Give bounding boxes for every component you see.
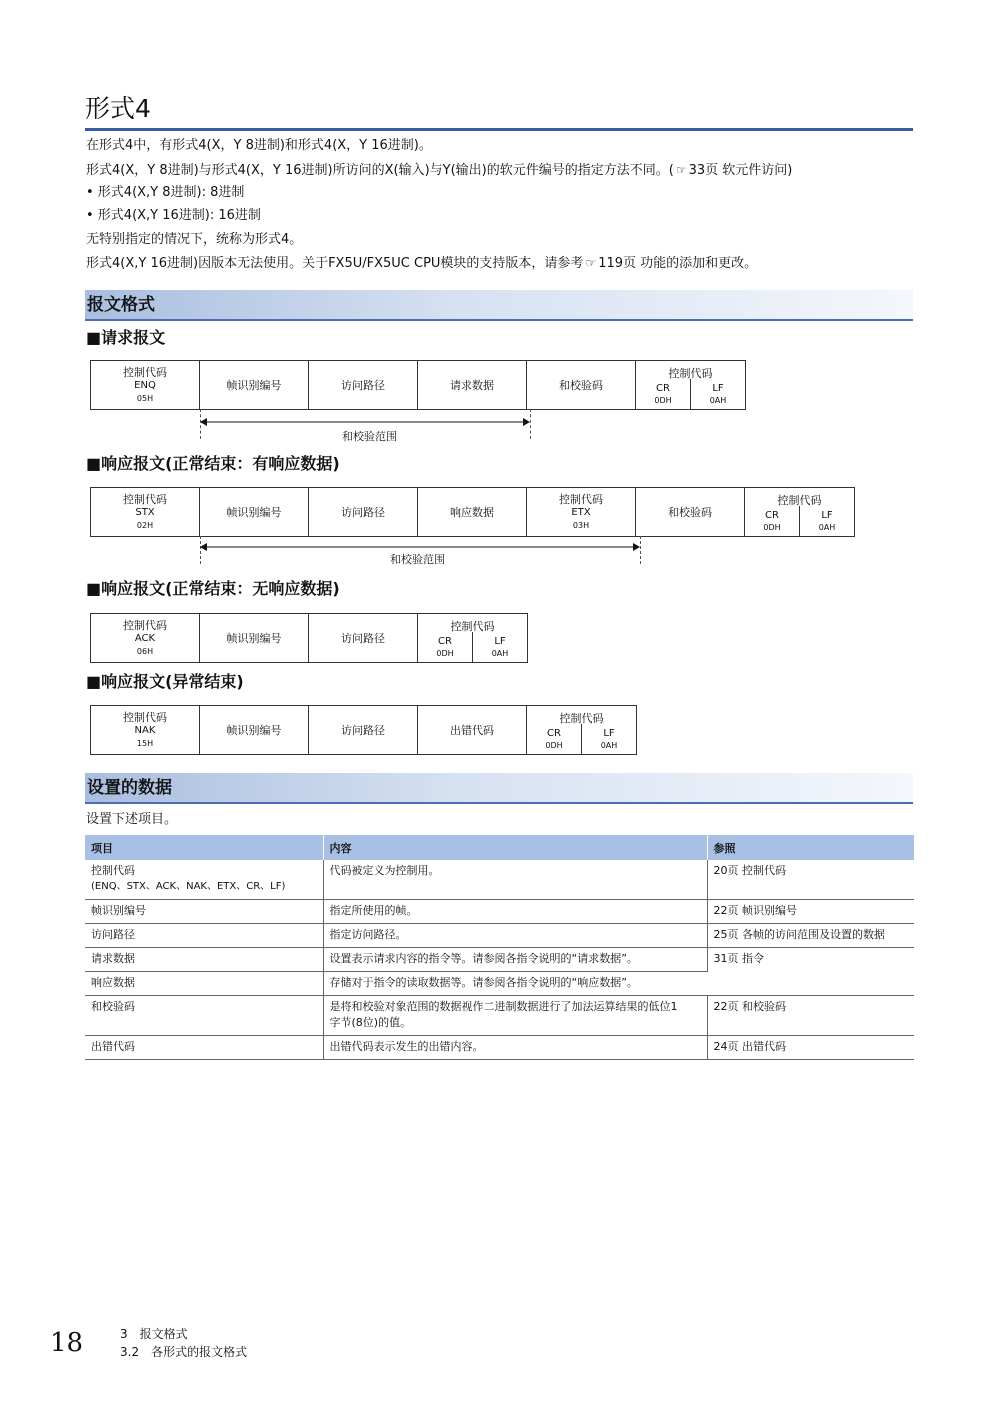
row-ref[interactable]: 24页 出错代码	[707, 1036, 914, 1060]
response-normal-nodata-heading: ■响应报文(正常结束：无响应数据)	[86, 579, 340, 598]
content-line-1: 是将和校验对象范围的数据视作二进制数据进行了加法运算结果的低位1	[329, 1000, 678, 1013]
lf-code: 0AH	[600, 741, 618, 750]
cr-code: 0DH	[763, 523, 781, 532]
pointing-hand-icon: ☞	[585, 256, 597, 270]
intro-line-3: 无特别指定的情况下，统称为形式4。	[86, 232, 303, 247]
row-item: 和校验码	[85, 996, 323, 1036]
response-error-heading: ■响应报文(异常结束)	[86, 672, 244, 691]
resp-ctrl-ack	[91, 614, 200, 662]
resp-end-ctrl	[527, 706, 636, 754]
resp-access-route: 访问路径	[309, 706, 418, 754]
ctrl-label: 控制代码	[123, 710, 167, 724]
row-item: 帧识别编号	[85, 900, 323, 924]
request-frame	[90, 360, 746, 410]
end-ctrl-label: 控制代码	[450, 620, 495, 633]
request-heading: ■请求报文	[86, 328, 166, 347]
row-ref[interactable]: 20页 控制代码	[707, 860, 914, 900]
request-access-route: 访问路径	[309, 361, 418, 409]
resp-access-route: 访问路径	[309, 488, 418, 536]
cr-label: CR	[656, 383, 670, 394]
lf-code: 0AH	[709, 396, 727, 405]
table-row	[85, 996, 914, 1036]
row-content: 存储对于指令的读取数据等。请参阅各指令说明的“响应数据”。	[323, 972, 707, 996]
end-ctrl-label: 控制代码	[777, 494, 822, 507]
row-ref[interactable]: 22页 帧识别编号	[707, 900, 914, 924]
row-content: 指定访问路径。	[323, 924, 707, 948]
checksum-range-label: 和校验范围	[342, 430, 397, 443]
resp-access-route: 访问路径	[309, 614, 418, 662]
nak-code: 15H	[136, 738, 154, 748]
setting-intro: 设置下述项目。	[86, 812, 178, 827]
resp-ctrl-stx	[91, 488, 200, 536]
checksum-range-label: 和校验范围	[390, 553, 445, 566]
lf-label: LF	[603, 728, 615, 739]
cr-code: 0DH	[436, 649, 454, 658]
intro-line-2-text: 形式4(X，Y 8进制)与形式4(X，Y 16进制)所访问的X(输入)与Y(输出)的软元件编号的指定方法不同。(	[86, 163, 674, 178]
table-row	[85, 924, 914, 948]
ack-label: ACK	[134, 632, 156, 644]
row-ref[interactable]: 25页 各帧的访问范围及设置的数据	[707, 924, 914, 948]
header-item: 项目	[85, 835, 323, 860]
table-header-row	[85, 835, 914, 860]
end-ctrl-label: 控制代码	[668, 367, 713, 380]
row-item: 响应数据	[85, 972, 323, 996]
ctrl-label: 控制代码	[123, 365, 167, 379]
page-number: 18	[50, 1328, 84, 1358]
row-item: 请求数据	[85, 948, 323, 972]
table-row	[85, 900, 914, 924]
intro-line-2	[86, 161, 792, 180]
table-row	[85, 860, 914, 900]
lf-code: 0AH	[491, 649, 509, 658]
resp-end-ctrl	[418, 614, 527, 662]
response-normal-data-heading: ■响应报文(正常结束：有响应数据)	[86, 454, 340, 473]
row-item	[85, 860, 323, 900]
stx-code: 02H	[136, 520, 154, 530]
row-content	[323, 996, 707, 1036]
intro-line-2-ref[interactable]: 33页 软元件访问)	[688, 163, 793, 178]
request-data: 请求数据	[418, 361, 527, 409]
ctrl-label: 控制代码	[559, 492, 603, 506]
cr-code: 0DH	[545, 741, 563, 750]
end-ctrl-label: 控制代码	[559, 712, 604, 725]
table-row	[85, 948, 914, 972]
intro-line-4-ref[interactable]: 119页 功能的添加和更改。	[598, 256, 758, 271]
resp-ctrl-nak	[91, 706, 200, 754]
bullet-hex: • 形式4(X,Y 16进制): 16进制	[86, 208, 261, 223]
item-sub-label: (ENQ、STX、ACK、NAK、ETX、CR、LF)	[91, 881, 286, 892]
pointing-hand-icon: ☞	[675, 163, 687, 177]
response-error-frame	[90, 705, 637, 755]
cr-code: 0DH	[654, 396, 672, 405]
row-item: 访问路径	[85, 924, 323, 948]
lf-label: LF	[821, 510, 833, 521]
resp-error-code: 出错代码	[418, 706, 527, 754]
checksum-range-arrow	[198, 415, 534, 429]
setting-table	[85, 835, 914, 1060]
resp-frame-id: 帧识别编号	[200, 614, 309, 662]
intro-line-4	[86, 254, 757, 273]
row-content: 设置表示请求内容的指令等。请参阅各指令说明的“请求数据”。	[323, 948, 707, 972]
row-ref[interactable]: 22页 和校验码	[707, 996, 914, 1036]
page-title: 形式4	[85, 92, 913, 131]
footer-chapter: 3 报文格式	[120, 1327, 188, 1341]
header-ref: 参照	[707, 835, 914, 860]
resp-response-data: 响应数据	[418, 488, 527, 536]
resp-checksum: 和校验码	[636, 488, 745, 536]
cr-label: CR	[765, 510, 779, 521]
row-content: 指定所使用的帧。	[323, 900, 707, 924]
table-row	[85, 1036, 914, 1060]
lf-label: LF	[494, 636, 506, 647]
bullet-octal: • 形式4(X,Y 8进制): 8进制	[86, 185, 245, 200]
resp-ctrl-etx	[527, 488, 636, 536]
row-content: 出错代码表示发生的出错内容。	[323, 1036, 707, 1060]
lf-label: LF	[712, 383, 724, 394]
content-line-2: 字节(8位)的值。	[329, 1016, 412, 1029]
request-frame-id: 帧识别编号	[200, 361, 309, 409]
etx-label: ETX	[571, 506, 591, 518]
etx-code: 03H	[572, 520, 590, 530]
row-ref[interactable]: 31页 指令	[707, 948, 914, 996]
request-checksum: 和校验码	[527, 361, 636, 409]
resp-frame-id: 帧识别编号	[200, 706, 309, 754]
ctrl-label: 控制代码	[123, 618, 167, 632]
resp-end-ctrl	[745, 488, 854, 536]
header-content: 内容	[323, 835, 707, 860]
response-normal-nodata-frame	[90, 613, 528, 663]
nak-label: NAK	[134, 724, 156, 736]
intro-line-4-text: 形式4(X,Y 16进制)因版本无法使用。关于FX5U/FX5UC CPU模块的支持版本，请参考	[86, 256, 584, 271]
section-message-format: 报文格式	[85, 290, 913, 321]
intro-line-1: 在形式4中，有形式4(X，Y 8进制)和形式4(X，Y 16进制)。	[86, 138, 432, 153]
resp-frame-id: 帧识别编号	[200, 488, 309, 536]
request-end-ctrl	[636, 361, 745, 409]
stx-label: STX	[135, 506, 155, 518]
enq-code: 05H	[136, 393, 154, 403]
row-item: 出错代码	[85, 1036, 323, 1060]
section-setting-data: 设置的数据	[85, 773, 913, 804]
ack-code: 06H	[136, 646, 154, 656]
cr-label: CR	[547, 728, 561, 739]
cr-label: CR	[438, 636, 452, 647]
row-content: 代码被定义为控制用。	[323, 860, 707, 900]
response-normal-data-frame	[90, 487, 855, 537]
lf-code: 0AH	[818, 523, 836, 532]
enq-label: ENQ	[134, 379, 156, 391]
request-ctrl-enq	[91, 361, 200, 409]
ctrl-label: 控制代码	[123, 492, 167, 506]
item-label: 控制代码	[91, 864, 135, 877]
footer-section: 3.2 各形式的报文格式	[120, 1345, 248, 1359]
